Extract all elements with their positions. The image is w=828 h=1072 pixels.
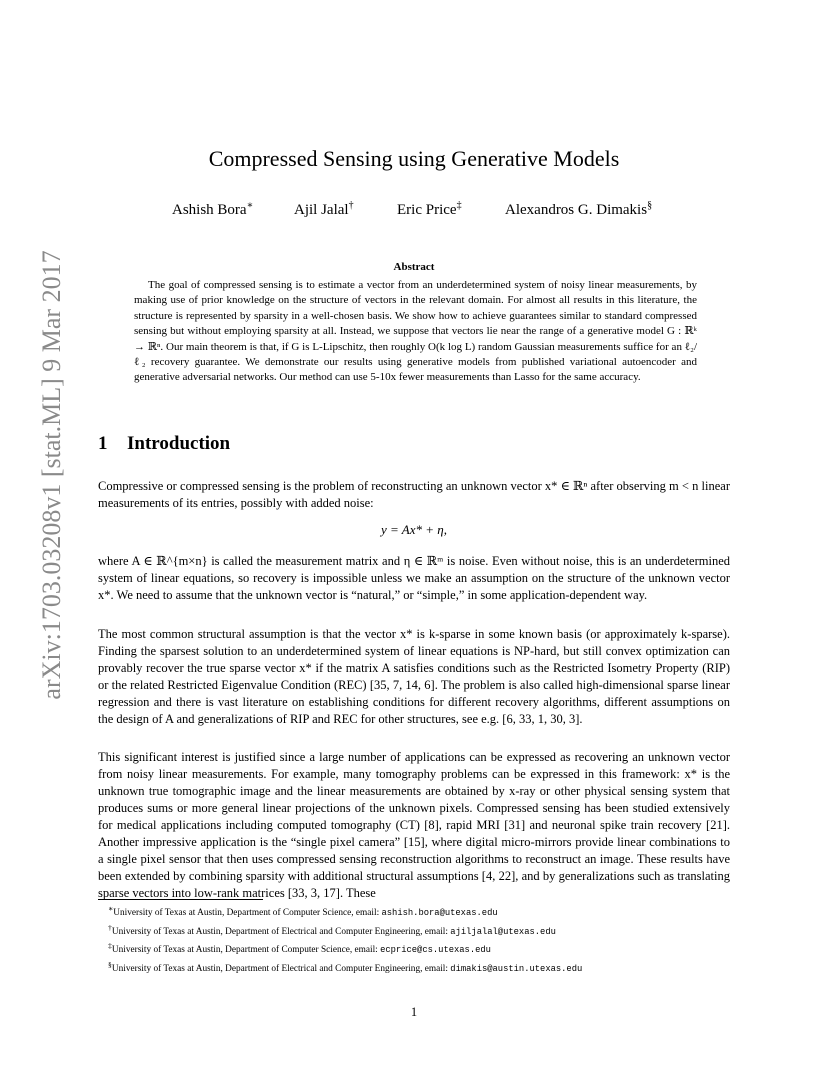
footnote: §University of Texas at Austin, Department of Electrical and Computer Engineering, email: dimakis@austin.utexas.edu bbox=[108, 959, 583, 974]
footnote: ‡University of Texas at Austin, Department of Computer Science, email: ecprice@cs.utexas.edu bbox=[108, 941, 491, 956]
section-heading bbox=[98, 433, 230, 455]
body-paragraph: The most common structural assumption is that the vector x* is k-sparse in some known basis (or approximately k-sparse). Finding the sparsest solution to an underdetermined system of linear equations is NP-hard, but still convex optimization can provably recover the true sparse vector x* if the matrix A satisfies conditions such as the Restricted Isometry Property (RIP) or the related Restricted Eigenvalue Condition (REC) [35, 7, 14, 6]. The problem is also called high-dimensional sparse linear regression and there is vast literature on establishing conditions for different recovery algorithms, different assumptions on the design of A and generalizations of RIP and REC for other structures, see e.g. [6, 33, 1, 30, 3]. bbox=[98, 627, 730, 726]
section-title: Introduction bbox=[127, 433, 231, 454]
author-name: Eric Price‡ bbox=[397, 200, 462, 218]
paper-title: Compressed Sensing using Generative Models bbox=[208, 146, 620, 171]
section-number: 1 bbox=[98, 433, 108, 454]
abstract-text: The goal of compressed sensing is to estimate a vector from an underdetermined system of noisy linear measurements, by making use of prior knowledge on the structure of vectors in the relevant domain. For almost all results in this literature, the structure is represented by sparsity in a well-chosen basis. We show how to achieve guarantees similar to standard compressed sensing but without employing sparsity at all. Instead, we suppose that vectors lie near the range of a generative model G : ℝᵏ → ℝⁿ. Our main theorem is that, if G is L-Lipschitz, then roughly O(k log L) random Gaussian measurements suffice for an ℓ₂/ℓ₂ recovery guarantee. We demonstrate our results using generative models from published variational autoencoder and generative adversarial networks. Our method can use 5-10x fewer measurements than Lasso for the same accuracy. bbox=[134, 279, 697, 384]
email-address: ecprice@cs.utexas.edu bbox=[380, 945, 491, 956]
email-address: ashish.bora@utexas.edu bbox=[381, 908, 498, 919]
footnote: †University of Texas at Austin, Department of Electrical and Computer Engineering, email: ajiljalal@utexas.edu bbox=[108, 922, 556, 937]
body-paragraph: Compressive or compressed sensing is the problem of reconstructing an unknown vector x* ∈ ℝⁿ after observing m < n linear measurements of its entries, possibly with added noise: bbox=[98, 479, 730, 510]
footnote-divider bbox=[98, 899, 263, 900]
author-name: Ajil Jalal† bbox=[294, 200, 354, 218]
footnotes bbox=[108, 902, 730, 976]
email-address: dimakis@austin.utexas.edu bbox=[450, 963, 583, 974]
email-address: ajiljalal@utexas.edu bbox=[450, 926, 556, 937]
body-paragraph: This significant interest is justified since a large number of applications can be expressed as recovering an unknown vector from noisy linear measurements. For example, many tomography problems can be expressed in this framework: x* is the unknown true tomographic image and the linear measurements are obtained by x-ray or other physical sensing system that produces sums or more general linear projections of the unknown pixels. Compressed sensing has been studied extensively for medical applications including computed tomography (CT) [8], rapid MRI [31] and neuronal spike train recovery [21]. Another impressive application is the “single pixel camera” [15], where digital micro-mirrors provide linear combinations to a single pixel sensor that then uses compressed sensing reconstruction algorithms to reconstruct an image. These results have been extended by combining sparsity with additional structural assumptions [4, 22], and by generalizations such as translating sparse vectors into low-rank matrices [33, 3, 17]. These bbox=[98, 750, 730, 900]
abstract-heading: Abstract bbox=[393, 261, 435, 273]
arxiv-identifier: arXiv:1703.03208v1 [stat.ML] 9 Mar 2017 bbox=[37, 250, 66, 700]
body-paragraph: where A ∈ ℝ^{m×n} is called the measurement matrix and η ∈ ℝᵐ is noise. Even without noise, this is an underdetermined system of linear equations, so recovery is impossible unless we make an assumption on the structure of the unknown vector x*. We need to assume that the unknown vector is “natural,” or “simple,” in some application-dependent way. bbox=[98, 554, 730, 602]
author-name: Ashish Bora∗ bbox=[172, 200, 254, 218]
footnote: ∗University of Texas at Austin, Department of Computer Science, email: ashish.bora@utexas.edu bbox=[108, 904, 498, 919]
page-number: 1 bbox=[410, 1005, 418, 1019]
equation: y = Ax* + η, bbox=[381, 522, 447, 537]
author-name: Alexandros G. Dimakis§ bbox=[505, 200, 653, 218]
